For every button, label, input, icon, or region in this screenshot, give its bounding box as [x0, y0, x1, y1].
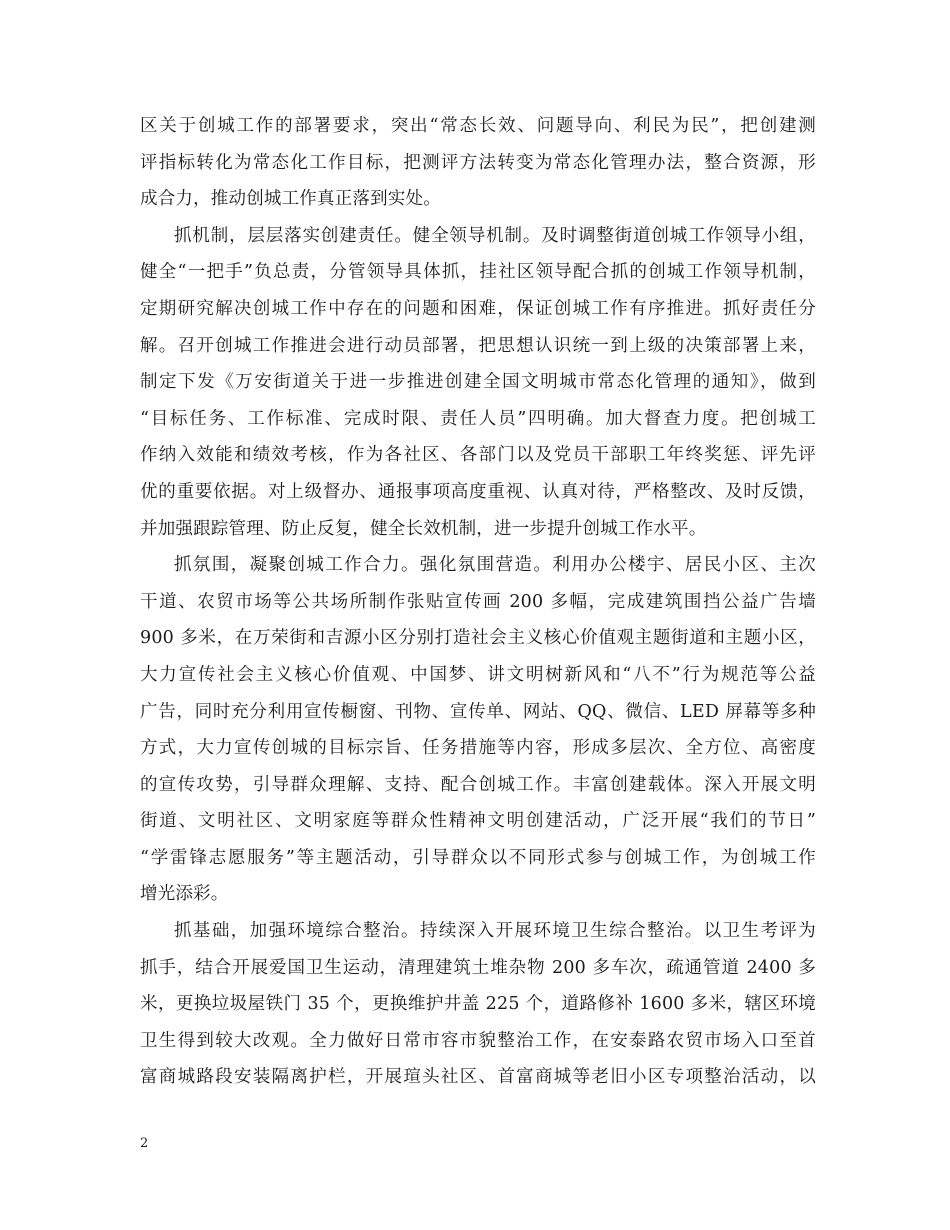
- text-line: 增光添彩。: [140, 884, 229, 905]
- text-line: 卫生得到较大改观。全力做好日常市容市貌整治工作，在安泰路农贸市场入口至首: [140, 1030, 816, 1051]
- text-line: 街道、文明社区、文明家庭等群众性精神文明创建活动，广泛开展“我们的节日”: [140, 811, 816, 832]
- text-line: 方式，大力宣传创城的目标宗旨、任务措施等内容，形成多层次、全方位、高密度: [140, 738, 816, 759]
- text-line: 制定下发《万安街道关于进一步推进创建全国文明城市常态化管理的通知》，做到: [140, 372, 816, 393]
- text-line: 解。召开创城工作推进会进行动员部署，把思想认识统一到上级的决策部署上来，: [140, 335, 816, 356]
- text-line: 抓手，结合开展爱国卫生运动，清理建筑土堆杂物 200 多车次，疏通管道 2400 多: [140, 957, 816, 978]
- text-line: “目标任务、工作标准、完成时限、责任人员”四明确。加大督查力度。把创城工: [140, 408, 816, 429]
- text-line: 干道、农贸市场等公共场所制作张贴宣传画 200 多幅，完成建筑围挡公益广告墙: [140, 591, 816, 612]
- body-text: [140, 108, 816, 1096]
- text-line: 广告，同时充分利用宣传橱窗、刊物、宣传单、网站、QQ、微信、LED 屏幕等多种: [140, 701, 816, 722]
- text-line: 900 多米，在万荣街和吉源小区分别打造社会主义核心价值观主题街道和主题小区，: [140, 628, 816, 649]
- text-line: 健全“一把手”负总责，分管领导具体抓，挂社区领导配合抓的创城工作领导机制，: [140, 262, 816, 283]
- text-line: 成合力，推动创城工作真正落到实处。: [140, 189, 441, 210]
- text-line: 优的重要依据。对上级督办、通报事项高度重视、认真对待，严格整改、及时反馈，: [140, 481, 816, 502]
- text-line: 并加强跟踪管理、防止反复，健全长效机制，进一步提升创城工作水平。: [140, 518, 707, 539]
- paragraph: [140, 218, 816, 547]
- text-line: 区关于创城工作的部署要求，突出“常态长效、问题导向、利民为民”，把创建测: [140, 116, 816, 136]
- text-line: 定期研究解决创城工作中存在的问题和困难，保证创城工作有序推进。抓好责任分: [140, 298, 816, 319]
- paragraph: [140, 913, 816, 1096]
- page-number: 2: [140, 1136, 149, 1151]
- text-line: 作纳入效能和绩效考核，作为各社区、各部门以及党员干部职工年终奖惩、评先评: [140, 445, 816, 466]
- paragraph: [140, 108, 816, 218]
- text-line: 米，更换垃圾屋铁门 35 个，更换维护井盖 225 个，道路修补 1600 多米，辖区环境: [140, 994, 816, 1015]
- paragraph: [140, 547, 816, 913]
- text-line: 抓机制，层层落实创建责任。健全领导机制。及时调整街道创城工作领导小组，: [174, 225, 816, 246]
- text-line: 大力宣传社会主义核心价值观、中国梦、讲文明树新风和“八不”行为规范等公益: [140, 664, 816, 685]
- text-line: 富商城路段安装隔离护栏，开展瑄头社区、首富商城等老旧小区专项整治活动，以: [140, 1067, 816, 1088]
- text-line: 的宣传攻势，引导群众理解、支持、配合创城工作。丰富创建载体。深入开展文明: [140, 774, 816, 795]
- text-line: 评指标转化为常态化工作目标，把测评方法转变为常态化管理办法，整合资源，形: [140, 152, 816, 173]
- text-line: 抓氛围，凝聚创城工作合力。强化氛围营造。利用办公楼宇、居民小区、主次: [174, 555, 816, 576]
- text-line: “学雷锋志愿服务”等主题活动，引导群众以不同形式参与创城工作，为创城工作: [140, 847, 816, 868]
- text-line: 抓基础，加强环境综合整治。持续深入开展环境卫生综合整治。以卫生考评为: [174, 921, 816, 942]
